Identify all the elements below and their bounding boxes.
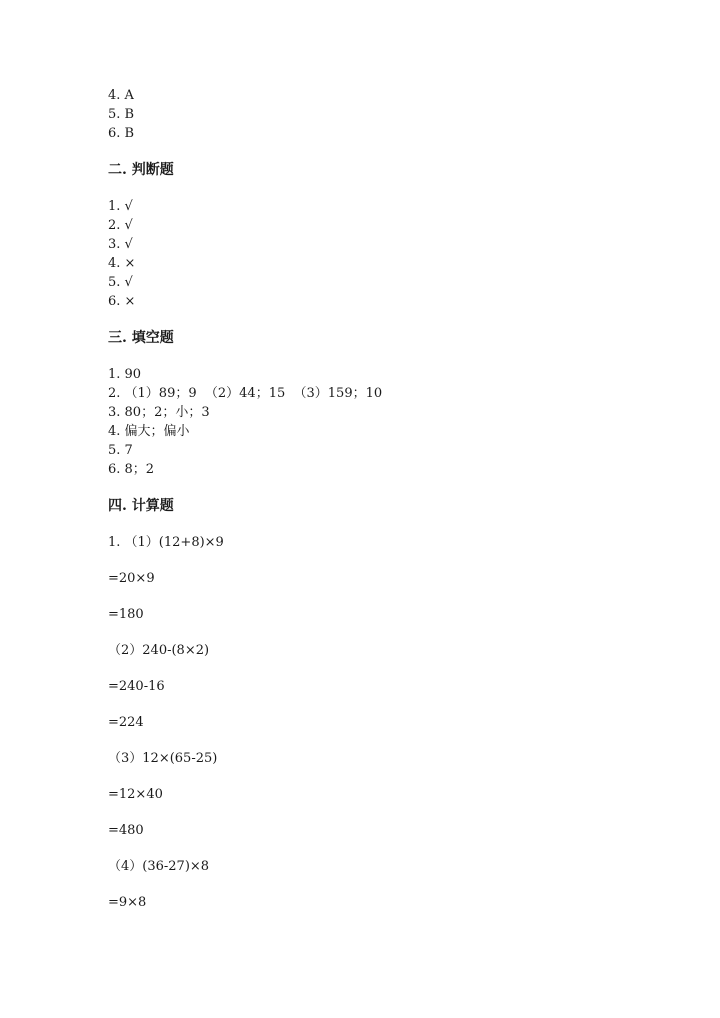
calc-line: =224 (108, 715, 144, 730)
fill-list (108, 365, 668, 479)
judge-item: 2. √ (108, 218, 133, 233)
judge-item: 6. × (108, 294, 136, 309)
calc-line: （2）240-(8×2) (108, 643, 210, 658)
fill-heading: 三. 填空题 (108, 330, 174, 346)
judge-item: 4. × (108, 256, 136, 271)
fill-item: 2. （1）89；9 （2）44；15 （3）159；10 (108, 386, 383, 401)
choice-answer: 4. A (108, 88, 134, 103)
fill-item: 3. 80；2；小；3 (108, 405, 210, 420)
judge-item: 3. √ (108, 237, 133, 252)
calc-steps (108, 533, 668, 912)
calc-line: （4）(36-27)×8 (108, 859, 210, 874)
judge-item: 1. √ (108, 199, 133, 214)
calc-line: （3）12×(65-25) (108, 751, 218, 766)
calc-heading: 四. 计算题 (108, 498, 174, 514)
calc-line: =480 (108, 823, 144, 838)
answer-sheet (108, 86, 668, 929)
choice-answer: 5. B (108, 107, 135, 122)
calc-line: =9×8 (108, 895, 147, 910)
judge-item: 5. √ (108, 275, 133, 290)
choice-answer: 6. B (108, 126, 135, 141)
calc-line: =240-16 (108, 679, 165, 694)
calc-line: =20×9 (108, 571, 155, 586)
fill-item: 5. 7 (108, 443, 133, 458)
calc-line: 1. （1）(12+8)×9 (108, 535, 224, 550)
choice-answers (108, 86, 668, 143)
calc-line: =12×40 (108, 787, 163, 802)
fill-item: 1. 90 (108, 367, 142, 382)
fill-item: 6. 8；2 (108, 462, 155, 477)
fill-item: 4. 偏大；偏小 (108, 424, 190, 439)
judge-heading: 二. 判断题 (108, 162, 174, 178)
calc-line: =180 (108, 607, 144, 622)
judge-list (108, 197, 668, 311)
